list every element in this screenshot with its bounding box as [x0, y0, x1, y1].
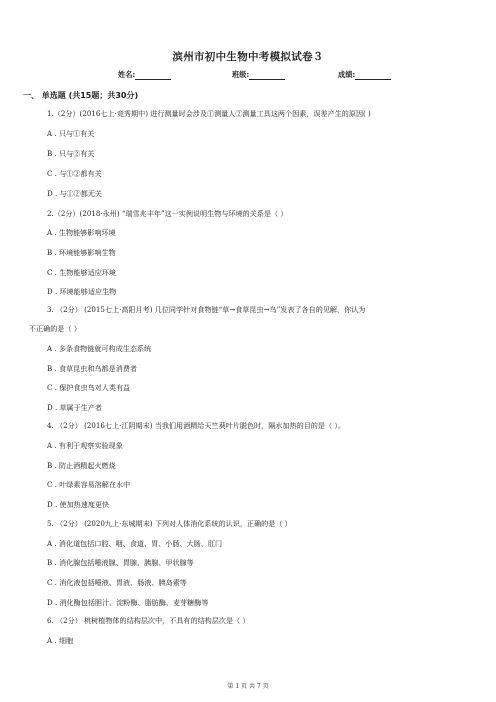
question-stem-continued: 不正确的是（ ）	[29, 324, 81, 333]
question-option: B . 防止酒精起火燃烧	[47, 461, 116, 470]
question-option: A . 生物能够影响环境	[47, 228, 116, 237]
question-option: A . 有利于观察实验现象	[47, 441, 123, 450]
question-stem: 6. （2分） 桃树植物体的结构层次中，不具有的结构层次是（ ）	[47, 616, 250, 625]
question-option: A . 只与①有关	[47, 129, 95, 138]
question-option: B . 环境能够影响生物	[47, 248, 116, 257]
question-option: D . 使加热速度更快	[47, 500, 110, 509]
question-stem: 4. （2分） (2016七上·江阴期末) 当我们用酒精给天竺葵叶片脱色时，隔水加热的目的是（ ）。	[47, 421, 345, 430]
question-stem: 2.（2分）(2018·永州) “瑞雪兆丰年”这一实例说明生物与环境的关系是（ ）	[47, 209, 288, 218]
question-option: D . 消化酶包括胆汁、淀粉酶、脂肪酶、麦芽糖酶等	[47, 598, 209, 607]
name-field	[118, 70, 171, 80]
question-option: C . 生物能够适应环境	[47, 268, 116, 277]
question-option: D . 与①②都无关	[47, 189, 103, 198]
score-label: 成绩:	[338, 70, 356, 79]
question-option: C . 保护食虫鸟对人类有益	[47, 383, 131, 392]
question-option: D . 环境能够适应生物	[47, 287, 117, 296]
section-title: 一、 单选题 (共15题；共30分)	[23, 91, 139, 100]
question-option: B . 只与②有关	[47, 149, 95, 158]
question-option: D . 草属于生产者	[47, 403, 103, 412]
question-option: B . 食草昆虫和鸟都是消费者	[47, 364, 138, 373]
question-option: A . 消化道包括口腔、咽、食道、胃、小肠、大肠、肛门	[47, 539, 223, 548]
name-label: 姓名:	[118, 70, 136, 79]
class-label: 班级:	[232, 70, 250, 79]
question-stem: 5. （2分） (2020九上·东城期末) 下列对人体消化系统的认识，正确的是（ ）	[47, 519, 292, 528]
question-option: C . 叶绿素容易溶解在水中	[47, 480, 131, 489]
score-field	[338, 70, 391, 80]
page-footer: 第 1 页 共 7 页	[227, 683, 269, 690]
question-option: A . 多条食物链就可构成生态系统	[47, 344, 152, 353]
question-option: C . 消化液包括唾液、胃液、肠液、胰岛素等	[47, 578, 187, 587]
page-title: 滨州市初中生物中考模拟试卷３	[172, 51, 324, 63]
score-blank	[355, 71, 391, 80]
class-blank	[249, 71, 285, 80]
question-option: B . 消化腺包括唾液腺、胃腺、胰腺、甲状腺等	[47, 558, 194, 567]
class-field	[232, 70, 285, 80]
question-stem: 1.（2分）(2016七上·竞秀期中) 进行测量时会涉及①测量人②测量工具这两个因素，误差产生的原因( )	[47, 109, 371, 118]
question-stem: 3. （2分） (2015七上·高阳月考) 几位同学针对食物链“草→食草昆虫→鸟”发表了各自的见解，你认为	[47, 305, 366, 314]
name-blank	[135, 71, 171, 80]
question-option: A . 细胞	[47, 636, 74, 645]
question-option: C . 与①②都有关	[47, 169, 102, 178]
